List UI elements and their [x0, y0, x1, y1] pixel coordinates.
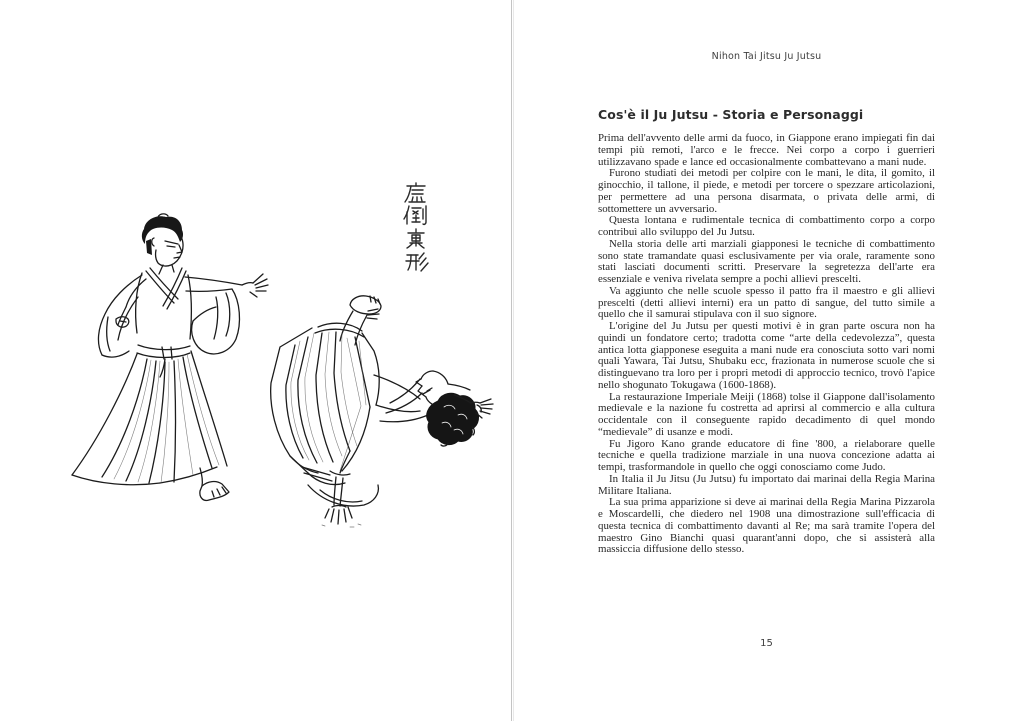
standing-figure: [72, 214, 268, 501]
paragraph: Nella storia delle arti marziali giapponesi le tecniche di combattimento sono state tramandate quasi esclusivamente per via orale, raramente sono stati lasciati documenti scritti. Preservare la segretezza dell'arte era essenziale e veniva rivelata sempre a pochi allievi prescelti.: [598, 237, 935, 285]
page-gutter-line: [511, 0, 512, 721]
paragraph: In Italia il Ju Jitsu (Ju Jutsu) fu importato dai marinai della Regia Marina Militare Italiana.: [598, 472, 935, 497]
paragraph: La sua prima apparizione si deve ai marinai della Regia Marina Pizzarola e Moscardelli, che diedero nel 1908 una dimostrazione sull'efficacia di questa tecnica di combattimento davanti al Re; ma sarà tramite l'opera del maestro Gino Bianchi quasi quarant'anni dopo, che si assisterà alla massiccia diffusione dello stesso.: [598, 496, 935, 556]
paragraph: Va aggiunto che nelle scuole spesso il patto fra il maestro e gli allievi prescelti (detti allievi interni) era un patto di sangue, del tutto simile a quello che il samurai stipulava con il suo signore.: [598, 284, 935, 321]
paragraph: Furono studiati dei metodi per colpire con le mani, le dita, il gomito, il ginocchio, il tallone, il piede, e metodi per torcere o spezzare articolazioni, per permettere ad una persona disarmata, o privata delle armi, di sottomettere un avversario.: [598, 167, 935, 215]
body-paragraphs: [598, 133, 935, 556]
kanji-calligraphy: [404, 183, 428, 271]
chapter-title: Cos'è il Ju Jutsu - Storia e Personaggi: [598, 107, 864, 123]
jujutsu-illustration: [50, 175, 510, 550]
paragraph: Fu Jigoro Kano grande educatore di fine '800, a rielaborare quelle tecniche e quella tradizione marziale in una nuova concezione adatta ai tempi, trasformandole in quello che oggi conosciamo come Judo.: [598, 437, 935, 473]
running-header: Nihon Tai Jitsu Ju Jutsu: [711, 51, 822, 62]
paragraph: La restaurazione Imperiale Meiji (1868) tolse il Giappone dall'isolamento medievale e la nazione fu costretta ad aprirsi al commercio e alla cultura occidentale con il conseguente rapido decadimento di quel mondo “medievale” di usanze e modi.: [598, 390, 935, 438]
page-number: 15: [760, 638, 773, 649]
paragraph: Prima dell'avvento delle armi da fuoco, in Giappone erano impiegati fin dai tempi più remoti, l'arco e le frecce. Nei corpo a corpo i guerrieri utilizzavano spade e lance ed occasionalmente combattevano a mani nude.: [598, 132, 935, 168]
paragraph: L'origine del Ju Jutsu per questi motivi è in gran parte oscura non ha quindi un fondatore certo; tradotta come “arte della cedevolezza”, questa antica lotta giapponese eseguita a mani nude era conosciuta sotto vari nomi quali Yawara, Tai Jutsu, Shubaku ecc, frazionata in numerose scuole che si distinguevano tra loro per i propri metodi di approccio tecnico, trovò l'apice nello shogunato Tokugawa (1600-1868).: [598, 320, 935, 391]
falling-figure: [271, 296, 493, 527]
left-page: [0, 0, 511, 721]
right-page: [514, 0, 1024, 721]
calligraphy-text: [0, 0, 1, 1]
paragraph: Questa lontana e rudimentale tecnica di combattimento corpo a corpo contribuì allo sviluppo del Ju Jutsu.: [598, 214, 935, 238]
